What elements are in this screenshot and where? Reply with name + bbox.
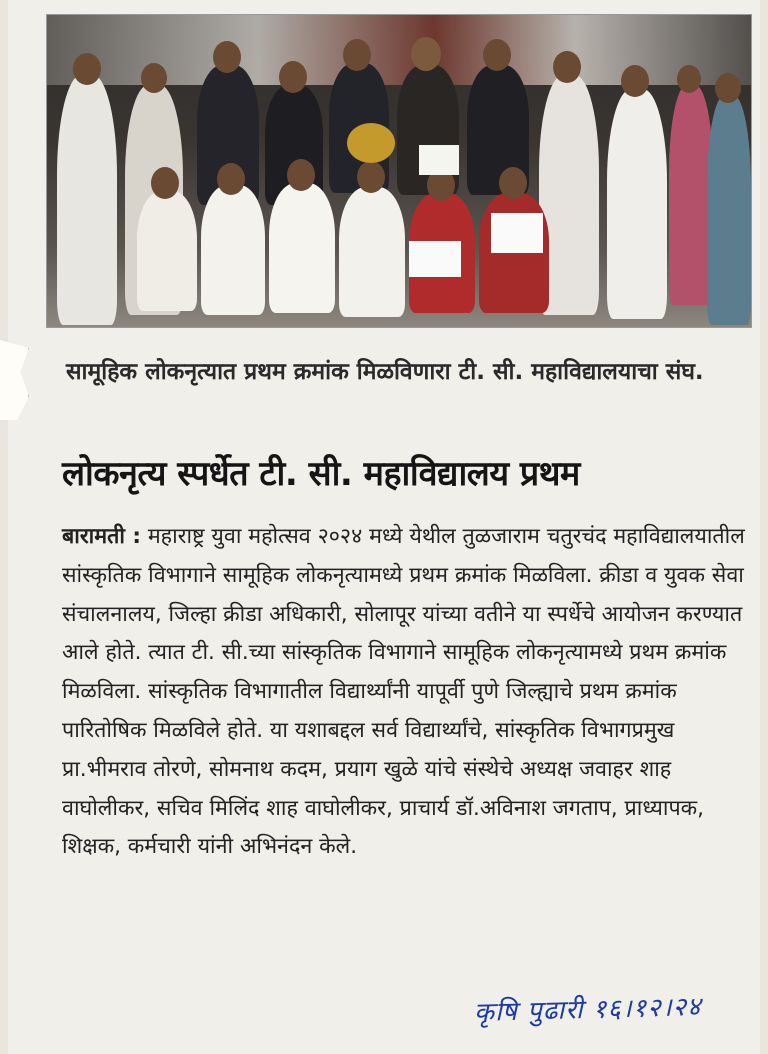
trophy-icon xyxy=(347,123,395,163)
person-head xyxy=(483,39,511,71)
person-head xyxy=(287,159,315,191)
headline: लोकनृत्य स्पर्धेत टी. सी. महाविद्यालय प्रथम xyxy=(62,454,580,494)
newspaper-clipping xyxy=(8,0,760,1054)
person-head xyxy=(357,161,385,193)
person-head xyxy=(213,41,241,73)
certificate xyxy=(419,145,459,175)
person-figure xyxy=(339,187,405,317)
person-head xyxy=(279,61,307,93)
person-figure xyxy=(707,95,751,325)
person-figure xyxy=(269,183,335,313)
person-head xyxy=(151,167,179,199)
person-figure xyxy=(137,191,197,311)
person-head xyxy=(715,73,741,103)
person-head xyxy=(141,63,167,93)
person-head xyxy=(621,65,649,97)
article-body xyxy=(62,518,752,867)
person-head xyxy=(499,167,527,199)
article-text: महाराष्ट्र युवा महोत्सव २०२४ मध्ये येथील तुळजाराम चतुरचंद महाविद्यालयातील सांस्कृतिक विभागाने सामूहिक लोकनृत्यामध्ये प्रथम क्रमांक मिळविला. क्रीडा व युवक सेवा संचालनालय, जिल्हा क्रीडा अधिकारी, सोलापूर यांच्या वतीने या स्पर्धेचे आयोजन करण्यात आले होते. त्यात टी. सी.च्या सांस्कृतिक विभागाने सामूहिक लोकनृत्यामध्ये प्रथम क्रमांक मिळविला. सांस्कृतिक विभागातील विद्यार्थ्यांनी यापूर्वी पुणे जिल्ह्याचे प्रथम क्रमांक पारितोषिक मिळविले होते. या यशाबद्दल सर्व विद्यार्थ्यांचे, सांस्कृतिक विभागप्रमुख प्रा.भीमराव तोरणे, सोमनाथ कदम, प्रयाग खुळे यांचे संस्थेचे अध्यक्ष जवाहर शाह वाघोलीकर, सचिव मिलिंद शाह वाघोलीकर, प्राचार्य डॉ.अविनाश जगताप, प्राध्यापक, शिक्षक, कर्मचारी यांनी अभिनंदन केले. xyxy=(62,524,745,860)
person-head xyxy=(343,39,371,71)
certificate xyxy=(409,241,461,277)
person-figure xyxy=(201,185,265,315)
person-head xyxy=(677,65,701,93)
handwritten-source-note: कृषि पुढारी १६।१२।२४ xyxy=(473,992,703,1028)
person-head xyxy=(411,37,441,71)
photo-caption: सामूहिक लोकनृत्यात प्रथम क्रमांक मिळविणारा टी. सी. महाविद्यालयाचा संघ. xyxy=(66,359,704,385)
person-figure xyxy=(479,193,549,313)
person-head xyxy=(73,53,101,85)
dateline: बारामती : xyxy=(62,524,141,549)
person-head xyxy=(553,51,581,83)
group-photo xyxy=(46,14,752,328)
person-head xyxy=(217,163,245,195)
certificate xyxy=(491,213,543,253)
person-figure xyxy=(57,75,117,325)
person-figure xyxy=(607,89,667,319)
